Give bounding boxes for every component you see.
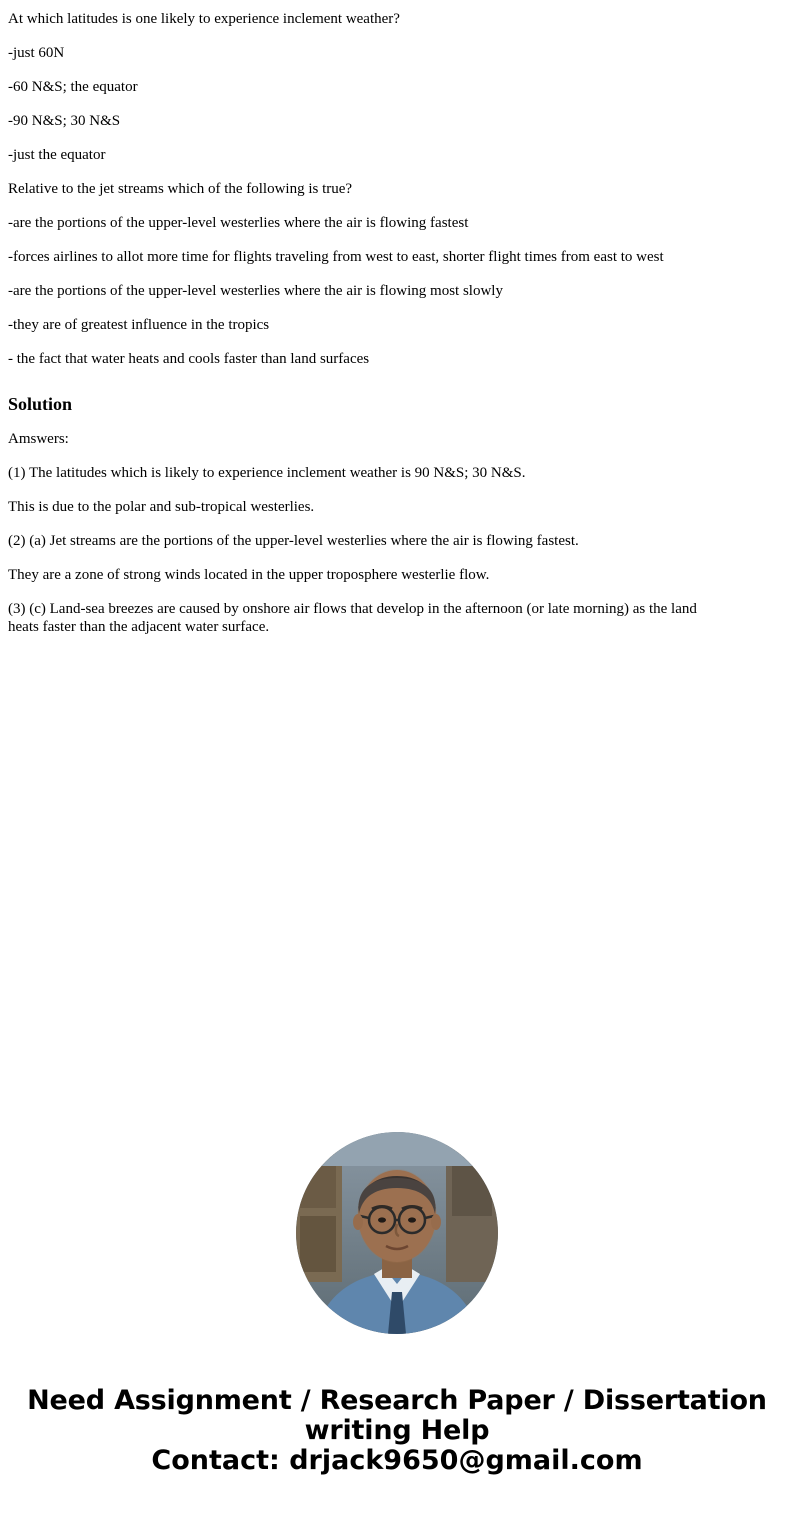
question-2-option-2: -forces airlines to allot more time for flights traveling from west to east, shorter flight times from east to west <box>8 249 664 265</box>
avatar <box>296 1132 498 1334</box>
answers-label: Amswers: <box>8 431 69 447</box>
answer-1-note: This is due to the polar and sub-tropical westerlies. <box>8 499 315 515</box>
question-1-option-1: -just 60N <box>8 45 65 61</box>
solution-heading: Solution <box>8 394 73 414</box>
question-1-option-3: -90 N&S; 30 N&S <box>8 113 121 129</box>
question-prompt-1: At which latitudes is one likely to experience inclement weather? <box>8 11 400 27</box>
promo-banner <box>0 1132 794 1476</box>
question-prompt-2: Relative to the jet streams which of the following is true? <box>8 181 353 197</box>
answer-2: (2) (a) Jet streams are the portions of the upper-level westerlies where the air is flowing fastest. <box>8 533 579 549</box>
answer-2-note: They are a zone of strong winds located in the upper troposphere westerlie flow. <box>8 567 490 583</box>
question-2-option-4: -they are of greatest influence in the tropics <box>8 317 270 333</box>
question-1-option-4: -just the equator <box>8 147 106 163</box>
promo-headline-line2: writing Help <box>304 1415 490 1446</box>
question-3-option-1: - the fact that water heats and cools faster than land surfaces <box>8 351 370 367</box>
question-1-option-2: -60 N&S; the equator <box>8 79 138 95</box>
promo-headline-line1: Need Assignment / Research Paper / Dissertation <box>27 1385 767 1416</box>
question-2-option-3: -are the portions of the upper-level westerlies where the air is flowing most slowly <box>8 283 503 299</box>
portrait-photo-icon <box>296 1132 498 1334</box>
page-whitespace <box>0 652 794 1132</box>
questions-block <box>0 10 794 636</box>
answer-3: (3) (c) Land-sea breezes are caused by onshore air flows that develop in the afternoon (or late morning) as the land heats faster than the adjacent water surface. <box>8 601 697 635</box>
promo-headline <box>0 1386 794 1446</box>
answer-1: (1) The latitudes which is likely to experience inclement weather is 90 N&S; 30 N&S. <box>8 465 526 481</box>
question-2-option-1: -are the portions of the upper-level westerlies where the air is flowing fastest <box>8 215 469 231</box>
promo-contact: Contact: drjack9650@gmail.com <box>151 1445 643 1476</box>
